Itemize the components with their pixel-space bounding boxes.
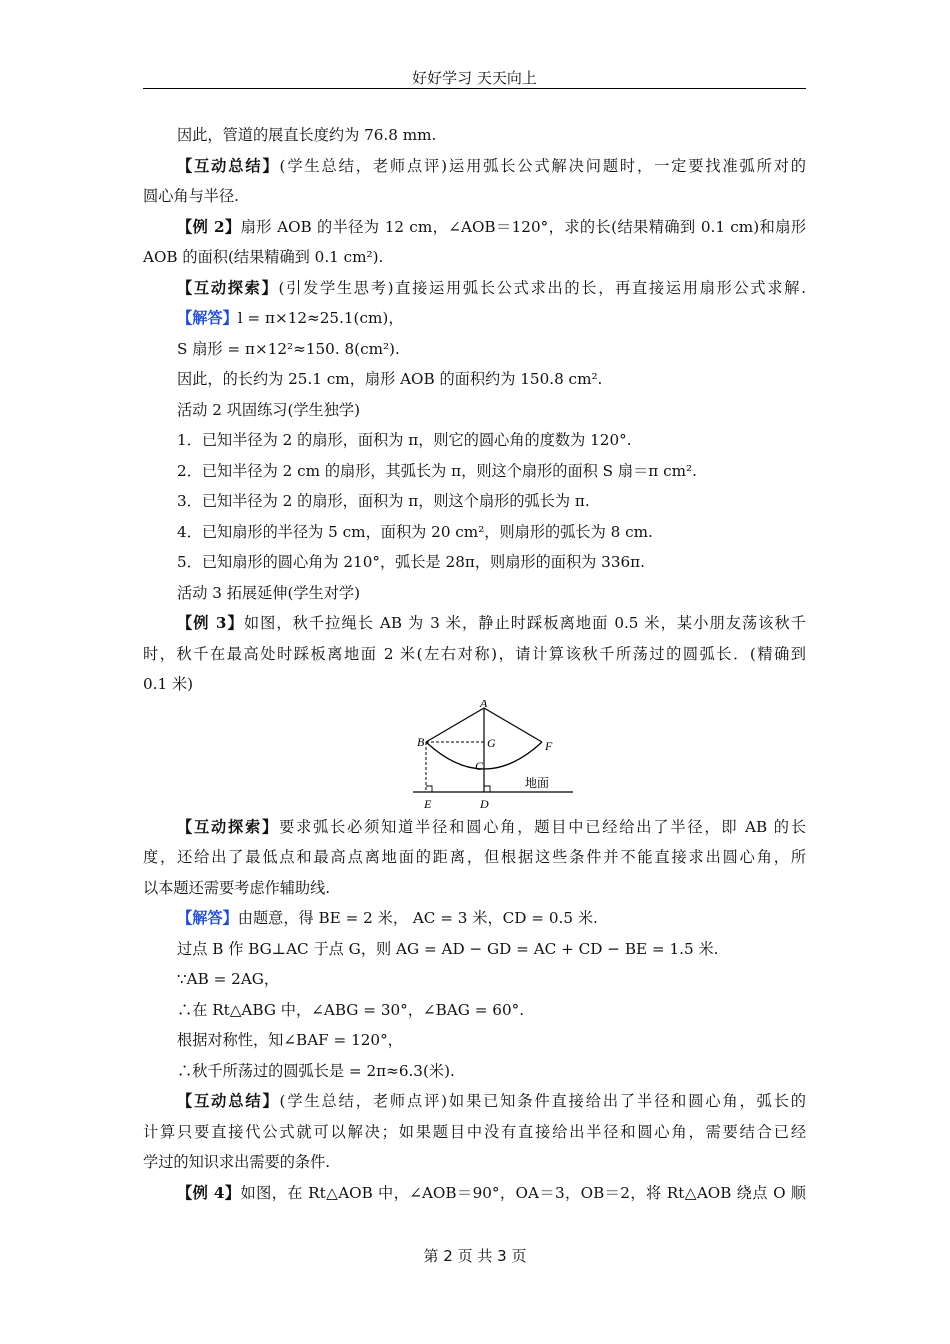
text-line bbox=[143, 395, 806, 426]
line-text: AOB 的面积(结果精确到 0.1 cm²). bbox=[143, 248, 384, 266]
line-text: 由题意，得 BE = 2 米， AC = 3 米，CD = 0.5 米. bbox=[237, 909, 598, 927]
text-line bbox=[143, 1117, 806, 1148]
text-line bbox=[143, 873, 806, 904]
line-text: l = π×12≈25.1(cm)， bbox=[237, 309, 404, 327]
line-text: ∵AB = 2AG， bbox=[177, 970, 280, 988]
text-line bbox=[143, 639, 806, 670]
right-angle-d bbox=[484, 786, 490, 792]
line-text: 根据对称性，知∠BAF = 120°， bbox=[177, 1031, 403, 1049]
text-line bbox=[143, 364, 806, 395]
text-line bbox=[143, 212, 806, 243]
label-ground: 地面 bbox=[525, 775, 550, 790]
right-angle-e bbox=[426, 786, 432, 792]
document-body bbox=[143, 120, 806, 1208]
line-text: ∴在 Rt△ABG 中，∠ABG = 30°，∠BAG = 60°. bbox=[177, 1000, 525, 1019]
line-text: (学生总结，老师点评)运用弧长公式解决问题时，一定要找准弧所对的 bbox=[279, 156, 806, 175]
page-header: 好好学习 天天向上 bbox=[412, 69, 537, 87]
line-text: 3．已知半径为 2 的扇形，面积为 π，则这个扇形的弧长为 π. bbox=[177, 492, 590, 510]
text-line bbox=[143, 486, 806, 517]
text-line bbox=[143, 151, 806, 182]
text-line bbox=[143, 120, 806, 151]
line-text: 时，秋千在最高处时踩板离地面 2 米(左右对称)，请计算该秋千所荡过的圆弧长．(精确到 bbox=[143, 644, 806, 663]
text-line bbox=[143, 578, 806, 609]
text-line bbox=[143, 934, 806, 965]
page-footer: 第 2 页 共 3 页 bbox=[423, 1247, 527, 1265]
text-line bbox=[143, 242, 806, 273]
text-line bbox=[143, 812, 806, 843]
label-b: B bbox=[417, 734, 425, 749]
line-text: 因此，的长约为 25.1 cm，扇形 AOB 的面积约为 150.8 cm². bbox=[177, 370, 603, 388]
text-line bbox=[143, 669, 806, 700]
label-a: A bbox=[480, 699, 488, 710]
text-line bbox=[143, 425, 806, 456]
line-text: 扇形 AOB 的半径为 12 cm，∠AOB＝120°，求的长(结果精确到 0.1 cm)和扇形 bbox=[240, 217, 806, 236]
line-text: ∴秋千所荡过的圆弧长是 = 2π≈6.3(米). bbox=[177, 1061, 455, 1080]
line-text: 2．已知半径为 2 cm 的扇形，其弧长为 π，则这个扇形的面积 S 扇＝π cm². bbox=[177, 461, 697, 480]
text-line bbox=[143, 995, 806, 1026]
line-text: 1．已知半径为 2 的扇形，面积为 π，则它的圆心角的度数为 120°. bbox=[177, 431, 632, 449]
line-text: 如图，秋千拉绳长 AB 为 3 米，静止时踩板离地面 0.5 米，某小朋友荡该秋千 bbox=[243, 614, 806, 632]
label-d: D bbox=[480, 796, 489, 811]
text-line bbox=[143, 903, 806, 934]
swing-diagram bbox=[413, 700, 713, 812]
text-line bbox=[143, 181, 806, 212]
text-line bbox=[143, 964, 806, 995]
line-text: 5．已知扇形的圆心角为 210°，弧长是 28π，则扇形的面积为 336π. bbox=[177, 553, 645, 571]
text-line bbox=[143, 1147, 806, 1178]
line-text: 圆心角与半径. bbox=[143, 187, 239, 205]
label-e: E bbox=[424, 796, 432, 811]
line-text: 0.1 米) bbox=[143, 675, 194, 693]
swing-figure bbox=[143, 700, 806, 812]
section-label: 【解答】 bbox=[177, 909, 238, 927]
line-text: 如图，在 Rt△AOB 中，∠AOB＝90°，OA＝3，OB＝2，将 Rt△AOB 绕点 O 顺 bbox=[240, 1183, 806, 1202]
line-text: 过点 B 作 BG⊥AC 于点 G，则 AG = AD − GD = AC + CD − BE = 1.5 米. bbox=[177, 939, 719, 958]
section-label: 【例 3】 bbox=[177, 614, 244, 632]
section-label: 【例 4】 bbox=[177, 1183, 241, 1202]
line-text: (引发学生思考)直接运用弧长公式求出的长，再直接运用扇形公式求解. bbox=[278, 278, 806, 297]
section-label: 【互动总结】 bbox=[177, 1092, 280, 1110]
text-line bbox=[143, 456, 806, 487]
header-rule bbox=[143, 88, 806, 89]
line-text: 度，还给出了最低点和最高点离地面的距离，但根据这些条件并不能直接求出圆心角，所 bbox=[143, 848, 806, 866]
text-line bbox=[143, 303, 806, 334]
text-line bbox=[143, 1025, 806, 1056]
text-line bbox=[143, 334, 806, 365]
line-text: S 扇形 = π×12²≈150. 8(cm²). bbox=[177, 339, 400, 358]
section-label: 【解答】 bbox=[177, 309, 238, 327]
label-c: C bbox=[475, 758, 484, 773]
line-text: 计算只要直接代公式就可以解决；如果题目中没有直接给出半径和圆心角，需要结合已经 bbox=[143, 1122, 806, 1141]
text-line bbox=[143, 1178, 806, 1209]
line-text: 因此，管道的展直长度约为 76.8 mm. bbox=[177, 126, 437, 144]
line-text: 活动 2 巩固练习(学生独学) bbox=[177, 400, 361, 419]
text-line bbox=[143, 517, 806, 548]
line-text: (学生总结，老师点评)如果已知条件直接给出了半径和圆心角，弧长的 bbox=[279, 1092, 806, 1110]
label-g: G bbox=[487, 735, 496, 750]
text-line bbox=[143, 547, 806, 578]
section-label: 【互动探索】 bbox=[177, 817, 280, 836]
text-line bbox=[143, 608, 806, 639]
section-label: 【互动探索】 bbox=[177, 278, 279, 297]
line-text: 活动 3 拓展延伸(学生对学) bbox=[177, 583, 361, 602]
section-label: 【互动总结】 bbox=[177, 156, 280, 175]
text-block-2 bbox=[143, 812, 806, 1209]
text-line bbox=[143, 1086, 806, 1117]
section-label: 【例 2】 bbox=[177, 217, 241, 236]
text-line bbox=[143, 273, 806, 304]
text-block-1 bbox=[143, 120, 806, 700]
label-f: F bbox=[545, 738, 553, 753]
text-line bbox=[143, 842, 806, 873]
line-text: 学过的知识求出需要的条件. bbox=[143, 1153, 331, 1171]
line-text: 要求弧长必须知道半径和圆心角，题目中已经给出了半径，即 AB 的长 bbox=[279, 817, 806, 836]
rope-ab bbox=[426, 708, 484, 742]
line-text: 4．已知扇形的半径为 5 cm，面积为 20 cm²，则扇形的弧长为 8 cm. bbox=[177, 522, 653, 541]
text-line bbox=[143, 1056, 806, 1087]
line-text: 以本题还需要考虑作辅助线. bbox=[143, 878, 331, 897]
